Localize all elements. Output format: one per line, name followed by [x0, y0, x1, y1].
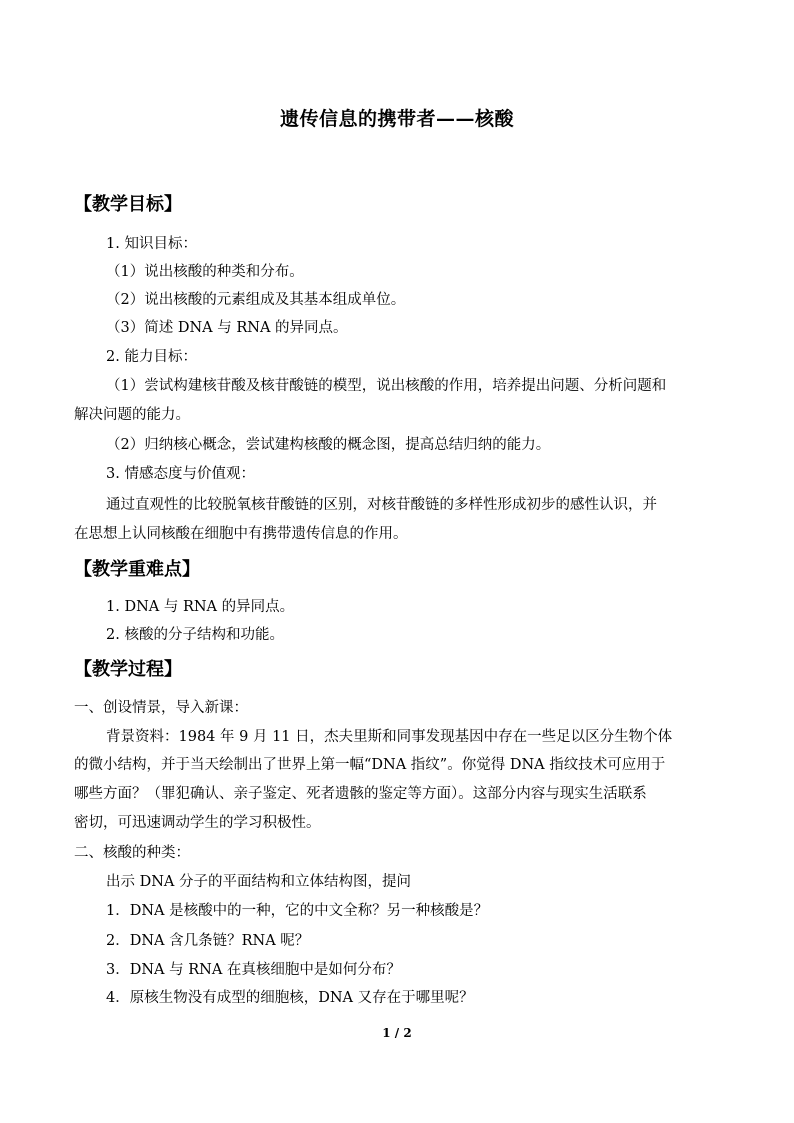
page-number: 1 / 2 — [382, 1026, 412, 1040]
text-line: （1）尝试构建核苷酸及核苷酸链的模型，说出核酸的作用，培养提出问题、分析问题和 — [106, 378, 667, 394]
text-line: 解决问题的能力。 — [74, 407, 190, 423]
text-line: 1．DNA 是核酸中的一种，它的中文全称？另一种核酸是？ — [106, 903, 489, 919]
text-line: 1. 知识目标： — [106, 236, 197, 252]
section-heading-process: 【教学过程】 — [74, 659, 182, 680]
text-line: 2．DNA 含几条链？RNA 呢？ — [106, 933, 310, 949]
text-line: 2. 核酸的分子结构和功能。 — [106, 627, 284, 643]
text-line: 哪些方面？（罪犯确认、亲子鉴定、死者遗骸的鉴定等方面）。这部分内容与现实生活联系 — [74, 786, 647, 802]
text-line: 通过直观性的比较脱氧核苷酸链的区别，对核苷酸链的多样性形成初步的感性认识，并 — [106, 497, 657, 513]
text-line: 1. DNA 与 RNA 的异同点。 — [106, 599, 295, 615]
text-line: （2）归纳核心概念，尝试建构核酸的概念图，提高总结归纳的能力。 — [106, 437, 551, 453]
text-line: （1）说出核酸的种类和分布。 — [106, 264, 304, 280]
text-line: 二、核酸的种类： — [74, 845, 190, 861]
text-line: 2. 能力目标： — [106, 349, 197, 365]
text-line: 3．DNA 与 RNA 在真核细胞中是如何分布？ — [106, 962, 401, 978]
text-line: 出示 DNA 分子的平面结构和立体结构图，提问 — [106, 874, 412, 890]
section-heading-objectives: 【教学目标】 — [74, 194, 182, 215]
section-heading-key-points: 【教学重难点】 — [74, 559, 200, 580]
text-line: 一、创设情景，导入新课： — [74, 700, 248, 716]
text-line: 在思想上认同核酸在细胞中有携带遗传信息的作用。 — [74, 526, 408, 542]
document-title: 遗传信息的携带者——核酸 — [279, 108, 514, 130]
text-line: 背景资料：1984 年 9 月 11 日，杰夫里斯和同事发现基因中存在一些足以区分生物个体 — [106, 729, 673, 745]
text-line: 密切，可迅速调动学生的学习积极性。 — [74, 815, 321, 831]
text-line: 的微小结构，并于当天绘制出了世界上第一幅“DNA 指纹”。你觉得 DNA 指纹技术可应用于 — [74, 757, 666, 773]
text-line: （3）简述 DNA 与 RNA 的异同点。 — [106, 320, 348, 336]
text-line: 4．原核生物没有成型的细胞核，DNA 又存在于哪里呢？ — [106, 990, 474, 1006]
text-line: （2）说出核酸的元素组成及其基本组成单位。 — [106, 292, 406, 308]
text-line: 3. 情感态度与价值观： — [106, 466, 255, 482]
